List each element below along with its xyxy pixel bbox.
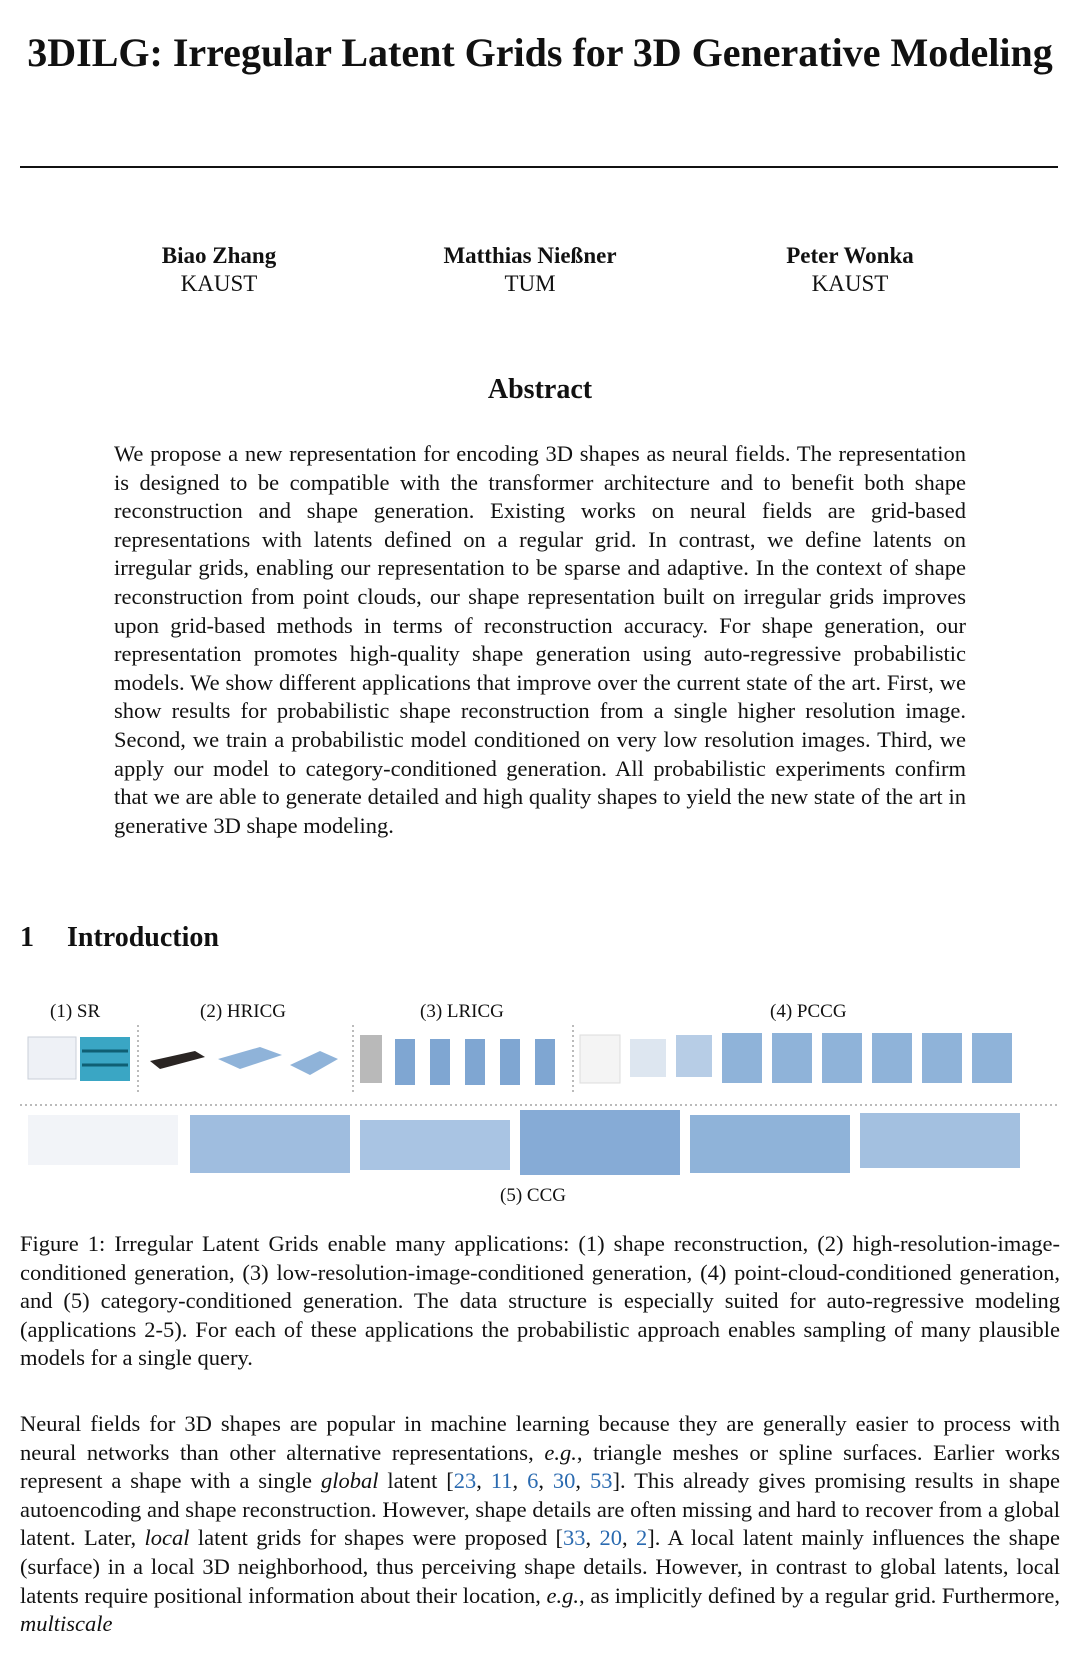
- ccg-thumbnails: [28, 1110, 1020, 1175]
- sofa-image: [150, 1051, 205, 1069]
- paper-title: 3DILG: Irregular Latent Grids for 3D Generative Modeling: [27, 30, 1053, 75]
- sep: ,: [538, 1468, 553, 1494]
- author-affiliation: KAUST: [811, 271, 889, 296]
- text-run: ]. This already gives promising results in shape autoencoding and shape reconstruction. However, shape details are often missing and hard to recover from a global latent. Later,: [20, 1468, 1061, 1551]
- text-run: ]. A local latent mainly influences the shape (surface) in a local 3D neighborhood, thus perceiving shape details. However, in contrast to global latents, local latents require positional information about their location,: [20, 1525, 1061, 1608]
- point-cloud-input: [580, 1035, 620, 1083]
- chair-shape: [722, 1033, 762, 1083]
- section-heading: [20, 922, 219, 954]
- label-hricg: (2) HRICG: [200, 1001, 287, 1022]
- text-run: , as implicitly defined by a regular grid. Furthermore,: [579, 1582, 1060, 1608]
- label-lricg: (3) LRICG: [420, 1001, 504, 1022]
- sep: ,: [575, 1468, 590, 1494]
- chair-shape: [922, 1033, 962, 1083]
- lricg-thumbnails: [360, 1035, 555, 1085]
- chair-shape: [822, 1033, 862, 1083]
- chair-shape: [395, 1039, 415, 1085]
- chair-shape: [772, 1033, 812, 1083]
- author-1: [69, 242, 369, 298]
- citation-link[interactable]: 30: [552, 1468, 576, 1494]
- benches-group: [190, 1115, 350, 1173]
- point-cloud-shape: [28, 1037, 76, 1079]
- label-sr: (1) SR: [50, 1001, 101, 1022]
- partial-shape: [630, 1039, 666, 1077]
- author-name: Biao Zhang: [161, 243, 277, 268]
- text-run: Neural fields for 3D shapes are popular in machine learning because they are generally easier to process with neural networks than other alternative representations,: [20, 1411, 1060, 1465]
- chair-shape: [872, 1033, 912, 1083]
- sofa-shape: [290, 1051, 338, 1075]
- author-2: [380, 242, 680, 298]
- chair-shape: [430, 1039, 450, 1085]
- chairs-group: [520, 1110, 680, 1175]
- citation-link[interactable]: 53: [589, 1468, 613, 1494]
- sep: ,: [512, 1468, 528, 1494]
- label-pccg: (4) PCCG: [770, 1001, 847, 1022]
- text-run: e.g.: [544, 1439, 577, 1465]
- tables-group: [860, 1113, 1020, 1168]
- author-name: Matthias Nießner: [443, 243, 617, 268]
- text-run: multiscale: [20, 1611, 113, 1637]
- shelf-shape: [80, 1037, 130, 1081]
- text-run: latent grids for shapes were proposed [: [189, 1525, 563, 1551]
- hricg-thumbnails: [150, 1047, 338, 1075]
- citation-link[interactable]: 6: [527, 1468, 539, 1494]
- text-run: , triangle meshes or spline surfaces. Earlier works represent a shape with a single: [20, 1439, 1060, 1494]
- author-name: Peter Wonka: [786, 243, 914, 268]
- title-rule: [20, 166, 1058, 168]
- figure-1: [20, 995, 1060, 1205]
- capsules-group: [360, 1120, 510, 1170]
- citation-link[interactable]: 23: [453, 1468, 477, 1494]
- label-ccg: (5) CCG: [500, 1185, 566, 1205]
- sep: ,: [621, 1525, 636, 1551]
- citation-link[interactable]: 33: [562, 1525, 586, 1551]
- pccg-thumbnails: [580, 1033, 1012, 1083]
- sofa-shape: [218, 1047, 282, 1069]
- sofas-group: [690, 1115, 850, 1173]
- author-3: [700, 242, 1000, 298]
- text-run: local: [144, 1525, 190, 1551]
- partial-shape: [676, 1035, 712, 1077]
- sep: ,: [585, 1525, 600, 1551]
- citation-link[interactable]: 2: [635, 1525, 648, 1551]
- citation-link[interactable]: 11: [490, 1468, 513, 1494]
- abstract-heading: Abstract: [487, 374, 593, 405]
- sr-thumbnails: [28, 1037, 130, 1081]
- chair-shape: [972, 1033, 1012, 1083]
- author-affiliation: KAUST: [180, 271, 258, 296]
- text-run: e.g.: [546, 1582, 580, 1608]
- text-run: latent [: [378, 1468, 454, 1494]
- chair-shape: [465, 1039, 485, 1085]
- chair-shape: [535, 1039, 555, 1085]
- section-title: Introduction: [67, 922, 219, 953]
- figure-caption: Figure 1: Irregular Latent Grids enable many applications: (1) shape reconstruction, (2) high-resolution-image-conditioned generation, (3) low-resolution-image-conditioned generation, (4) point-cloud-conditioned generation, and (5) category-conditioned generation. The data structure is especially suited for auto-regressive modeling (applications 2-5). For each of these applications the probabilistic approach enables sampling of many plausible models for a single query.: [20, 1231, 1060, 1371]
- text-run: global: [320, 1468, 379, 1494]
- airplanes-group: [28, 1115, 178, 1165]
- abstract-text: We propose a new representation for encoding 3D shapes as neural fields. The representation is designed to be compatible with the transformer architecture and to benefit both shape reconstruction and shape generation. Existing works on neural fields are grid-based representations with latents defined on a regular grid. In contrast, we define latents on irregular grids, enabling our representation to be sparse and adaptive. In the context of shape reconstruction from point clouds, our shape representation built on irregular grids improves upon grid-based methods in terms of reconstruction accuracy. For shape generation, our representation promotes high-quality shape generation using auto-regressive probabilistic models. We show different applications that improve over the current state of the art. First, we show results for probabilistic shape reconstruction from a single higher resolution image. Second, we train a probabilistic model conditioned on very low resolution images. Third, we apply our model to category-conditioned generation. All probabilistic experiments confirm that we are able to generate detailed and high quality shapes to yield the new state of the art in generative 3D shape modeling.: [114, 441, 966, 838]
- author-affiliation: TUM: [504, 271, 556, 296]
- section-number: 1: [20, 922, 34, 953]
- citation-link[interactable]: 20: [599, 1525, 622, 1551]
- sep: ,: [476, 1468, 491, 1494]
- intro-paragraph: [20, 1410, 1060, 1639]
- chair-shape: [500, 1039, 520, 1085]
- lowres-image: [360, 1035, 382, 1083]
